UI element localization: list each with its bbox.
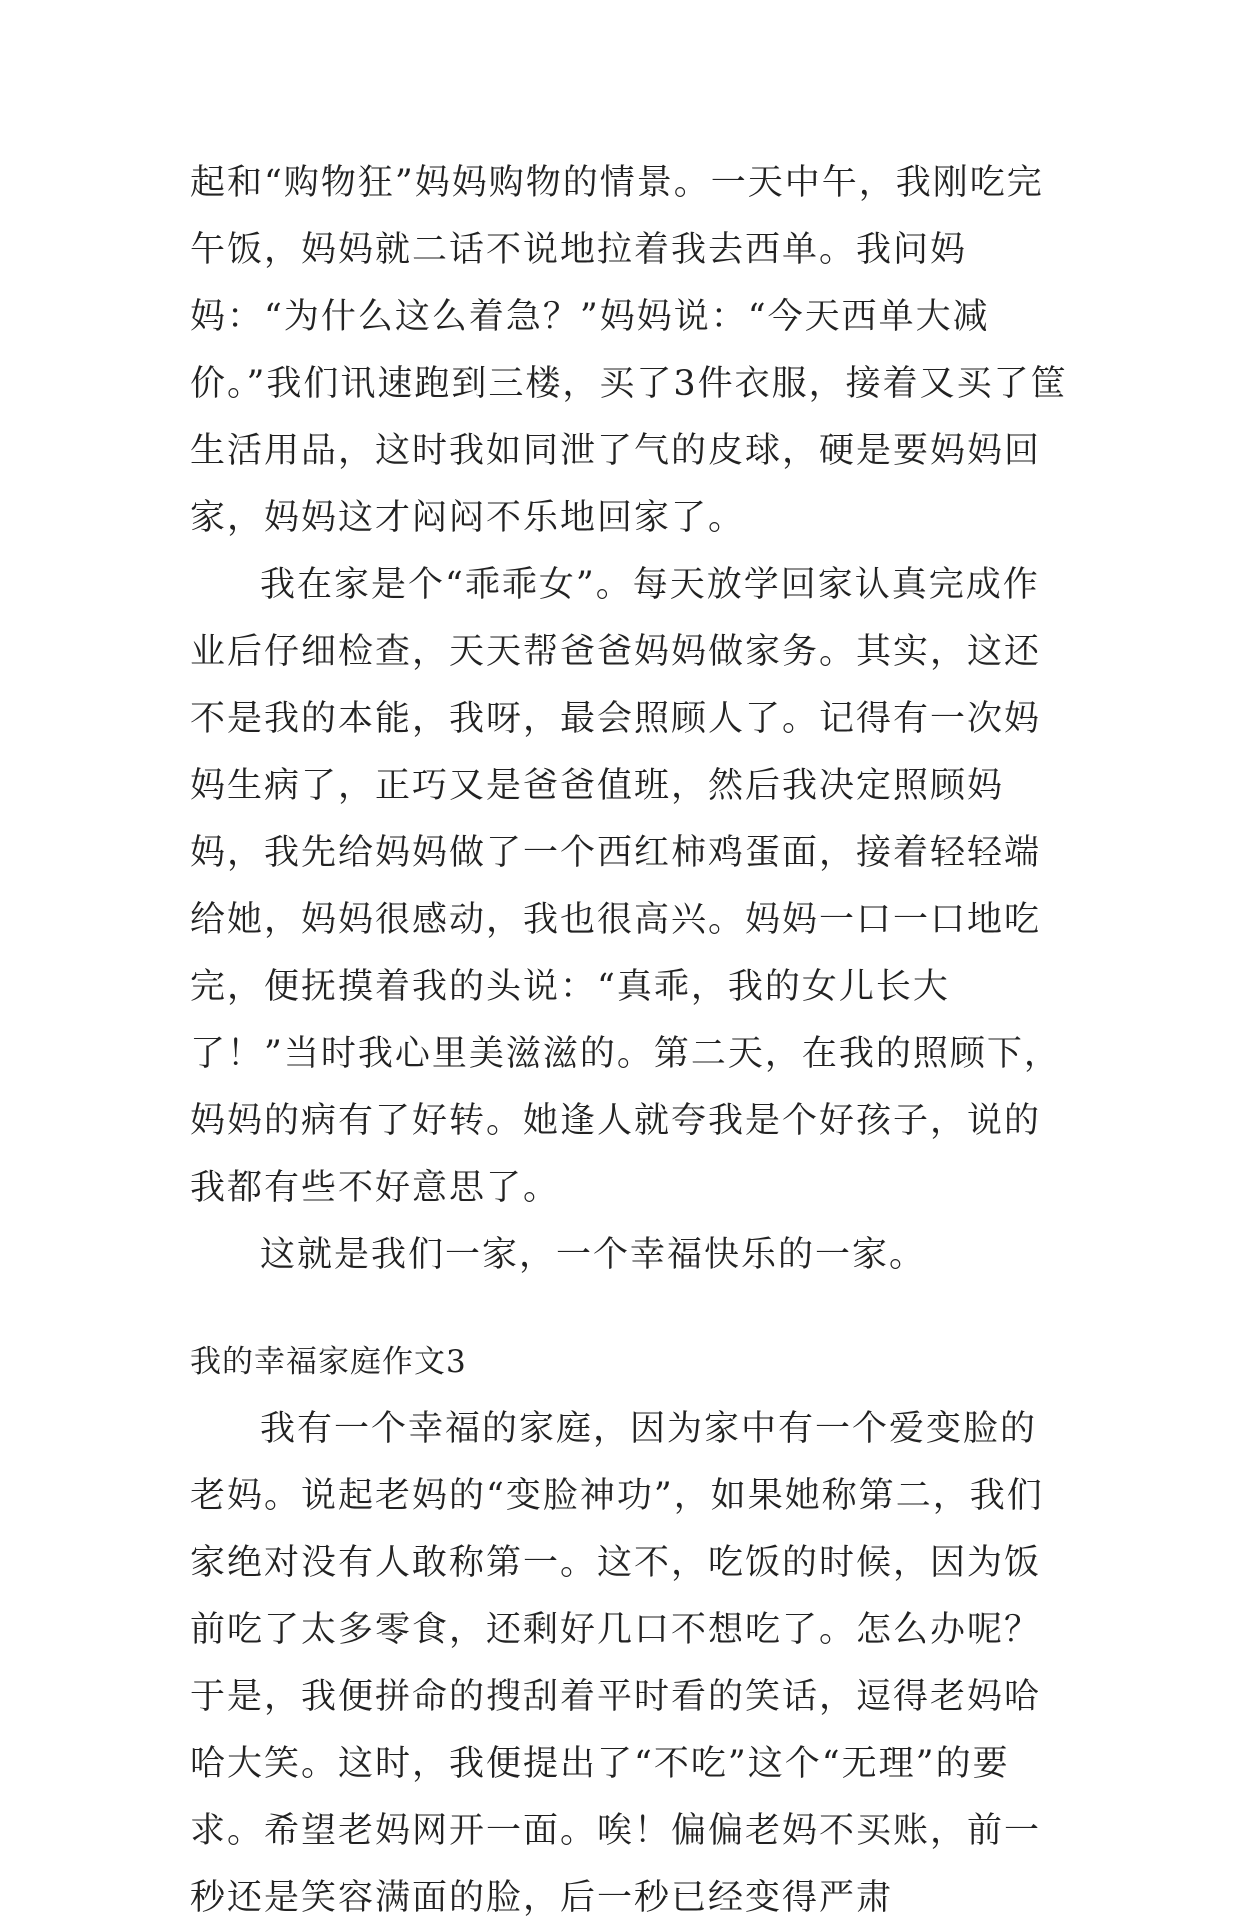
section-title: 我的幸福家庭作文3 (190, 1344, 467, 1380)
paragraph-shopping-story: 起和“购物狂”妈妈购物的情景。一天中午，我刚吃完午饭，妈妈就二话不说地拉着我去西单。我问妈妈：“为什么这么着急？”妈妈说：“今天西单大减价。”我们讯速跑到三楼，买了3件衣服，接着又买了筐生活用品，这时我如同泄了气的皮球，硬是要妈妈回家，妈妈这才闷闷不乐地回家了。 (190, 163, 1068, 538)
paragraph-good-girl: 我在家是个“乖乖女”。每天放学回家认真完成作业后仔细检查，天天帮爸爸妈妈做家务。其实，这还不是我的本能，我呀，最会照顾人了。记得有一次妈妈生病了，正巧又是爸爸值班，然后我决定照顾妈妈，我先给妈妈做了一个西红柿鸡蛋面，接着轻轻端给她，妈妈很感动，我也很高兴。妈妈一口一口地吃完，便抚摸着我的头说：“真乖，我的女儿长大了！”当时我心里美滋滋的。第二天，在我的照顾下，妈妈的病有了好转。她逢人就夸我是个好孩子，说的我都有些不好意思了。 (190, 565, 1061, 1208)
paragraph-face-changing-mom: 我有一个幸福的家庭，因为家中有一个爱变脸的老妈。说起老妈的“变脸神功”，如果她称第二，我们家绝对没有人敢称第一。这不，吃饭的时候，因为饭前吃了太多零食，还剩好几口不想吃了。怎么办呢？于是，我便拼命的搜刮着平时看的笑话，逗得老妈哈哈大笑。这时，我便提出了“不吃”这个“无理”的要求。希望老妈网开一面。唉！偏偏老妈不买账，前一秒还是笑容满面的脸，后一秒已经变得严肃 (190, 1409, 1044, 1918)
paragraph-happy-family: 这就是我们一家，一个幸福快乐的一家。 (260, 1235, 927, 1275)
document-body (190, 150, 1070, 1932)
